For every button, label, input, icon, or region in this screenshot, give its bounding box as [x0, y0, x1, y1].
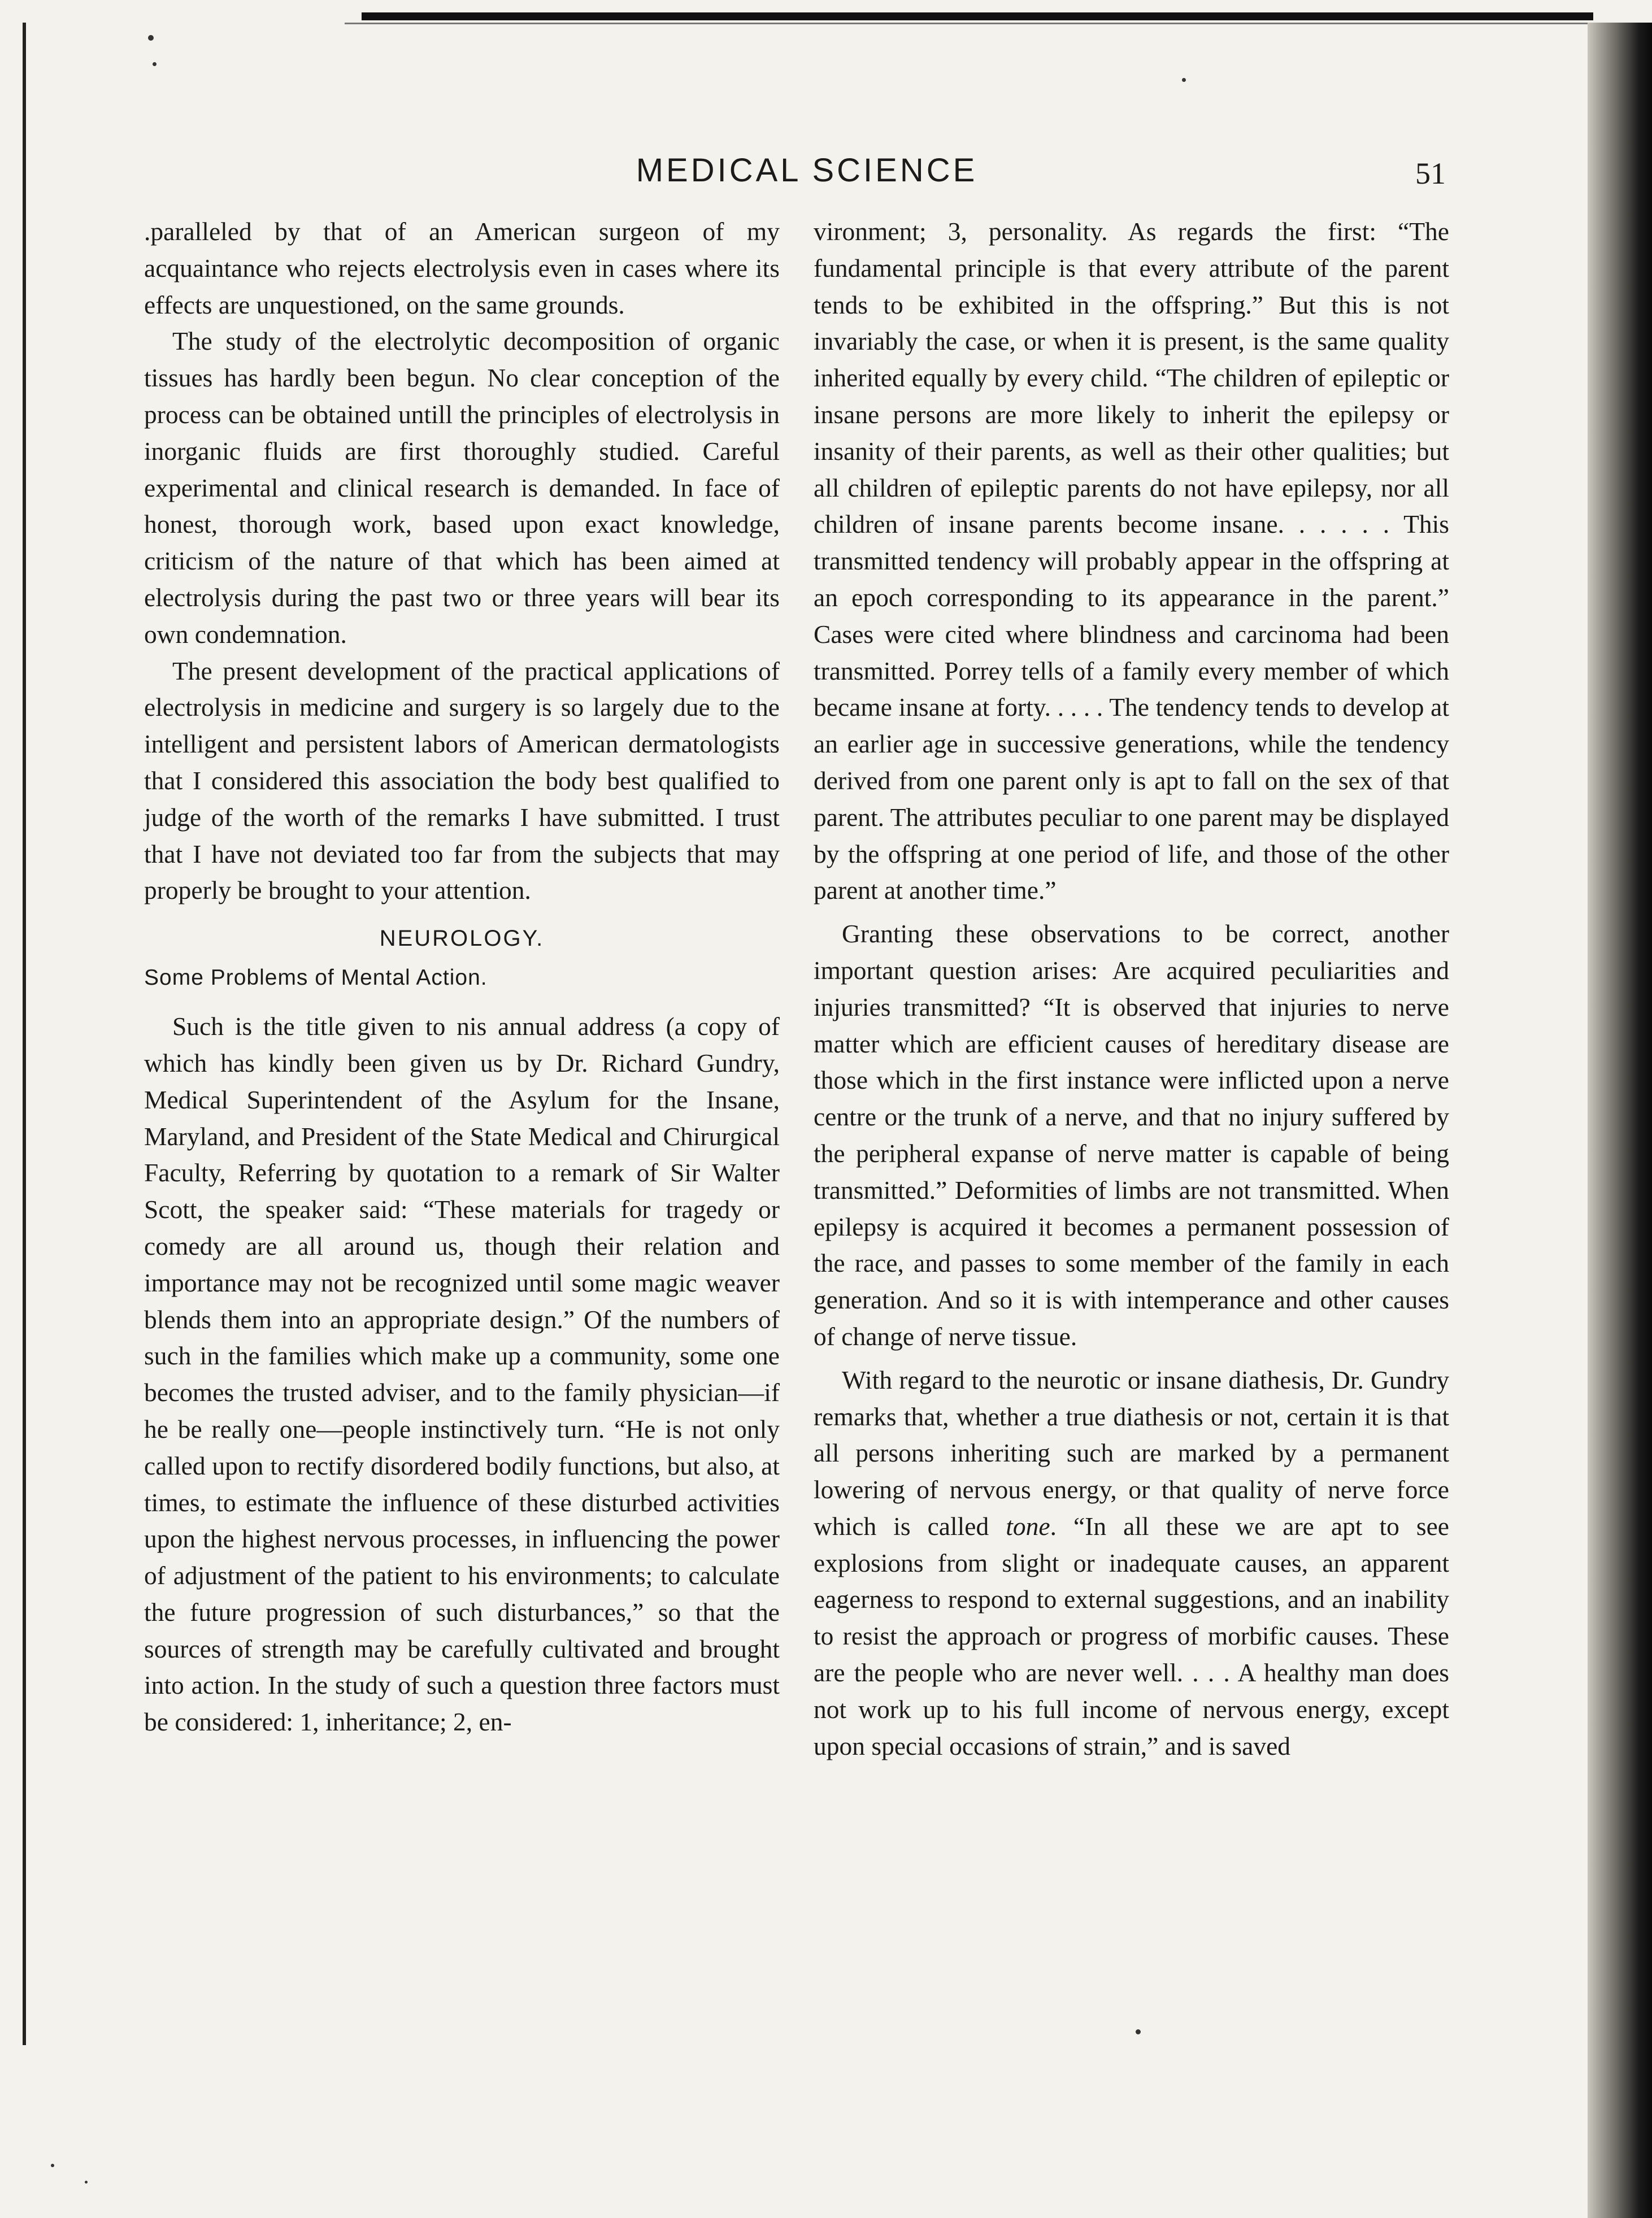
top-border-shadow — [345, 23, 1605, 24]
top-border-rule — [362, 12, 1593, 20]
ink-speck — [1182, 78, 1186, 82]
ink-speck — [153, 62, 156, 66]
diathesis-text-start: With regard to the neurotic or insane diathesis, Dr. Gundry remarks that, whether a true diathesis or not, certain it is that all persons inheriting such are marked by a permanent lowering of nervous energy, or that quality of nerve force which is called — [814, 1365, 1449, 1541]
paragraph-continuation: .paralleled by that of an American surgeon of my acquaintance who rejects electrolysis even in cases where its effects are unquestioned, on the same grounds. — [144, 217, 780, 319]
paragraph-dermatologists: The present development of the practical applications of electrolysis in medicine and surgery is so largely due to the intelligent and persistent labors of American dermatologists that I considered this association the body best qualified to judge of the worth of the remarks I have submitted. I trust that I have not deviated too far from the subjects that may properly be brought to your attention. — [144, 656, 780, 905]
right-page-edge — [1588, 23, 1652, 2218]
ink-speck — [1136, 2029, 1141, 2034]
left-column — [144, 214, 780, 1741]
ink-speck — [51, 2164, 54, 2167]
article-title: Some Problems of Mental Action. — [144, 966, 488, 990]
section-heading: NEUROLOGY. — [379, 926, 545, 951]
page-number: 51 — [1415, 156, 1446, 190]
ink-speck — [85, 2181, 88, 2184]
ink-speck — [148, 35, 154, 41]
page-header — [0, 151, 1652, 202]
paragraph-inheritance: vironment; 3, personality. As regards the first: “The fundamental principle is that every attribute of the parent tends to be exhibited in the offspring.” But this is not invariably the case, or when it is present, is the same quality inherited equally by every child. “The children of epileptic or insane persons are more likely to inherit the epilepsy or insanity of their parents, as well as their other qualities; but all children of epileptic parents do not have epilepsy, nor all children of insane parents become insane. . . . . . This transmitted tendency will probably appear in the offspring at an epoch corresponding to its appearance in the parent.” Cases were cited where blindness and carcinoma had been transmitted. Porrey tells of a family every member of which became insane at forty. . . . . The tendency tends to develop at an earlier age in successive generations, while the tendency derived from one parent only is apt to fall on the sex of that parent. The attributes peculiar to one parent may be displayed by the offspring at one period of life, and those of the other parent at another time.” — [814, 217, 1449, 905]
diathesis-text-end: . “In all these we are apt to see explosions from slight or inadequate causes, an apparent eagerness to respond to external suggestions, and an inability to resist the approach or progress of morbific causes. These are the people who are never well. . . . A healthy man does not work up to his full income of nervous energy, except upon special occasions of strain,” and is saved — [814, 1511, 1449, 1760]
paragraph-neurotic-diathesis — [814, 1362, 1449, 1765]
paragraph-annual-address: Such is the title given to nis annual address (a copy of which has kindly been given us by Dr. Richard Gundry, Medical Superintendent of the Asylum for the Insane, Maryland, and President of the State Medical and Chirurgical Faculty, Referring by quotation to a remark of Sir Walter Scott, the speaker said: “These materials for tragedy or comedy are all around us, though their relation and importance may not be recognized until some magic weaver blends them into an appropriate design.” Of the numbers of such in the families which make up a community, some one becomes the trusted adviser, and to the family physician—if he be really one—people instinctively turn. “He is not only called upon to rectify disordered bodily functions, but also, at times, to estimate the influence of these disturbed activities upon the highest nervous processes, in influencing the power of adjustment of the patient to his environments; to calculate the future progression of such disturbances,” so that the sources of strength may be carefully cultivated and brought into action. In the study of such a question three factors must be considered: 1, inheritance; 2, en- — [144, 1012, 780, 1737]
running-head: MEDICAL SCIENCE — [636, 152, 978, 189]
right-column — [814, 214, 1449, 1764]
paragraph-acquired-peculiarities: Granting these observations to be correct, another important question arises: Are acquired peculiarities and injuries transmitted? “It is observed that injuries to nerve matter which are efficient causes of hereditary disease are those which in the first instance were inflicted upon a nerve centre or the trunk of a nerve, and that no injury suffered by the peripheral expanse of nerve matter is capable of being transmitted.” Deformities of limbs are not transmitted. When epilepsy is acquired it becomes a permanent possession of the race, and passes to some member of the family in each generation. And so it is with intemperance and other causes of change of nerve tissue. — [814, 919, 1449, 1351]
paragraph-electrolysis-study: The study of the electrolytic decomposition of organic tissues has hardly been begun. No clear conception of the process can be obtained untill the principles of electrolysis in inorganic fluids are first thoroughly studied. Careful experimental and clinical research is demanded. In face of honest, thorough work, based upon exact knowledge, criticism of the nature of that which has been aimed at electrolysis during the past two or three years will bear its own condemnation. — [144, 327, 780, 649]
italic-term-tone: tone — [1006, 1511, 1050, 1541]
left-page-edge — [23, 23, 26, 2045]
